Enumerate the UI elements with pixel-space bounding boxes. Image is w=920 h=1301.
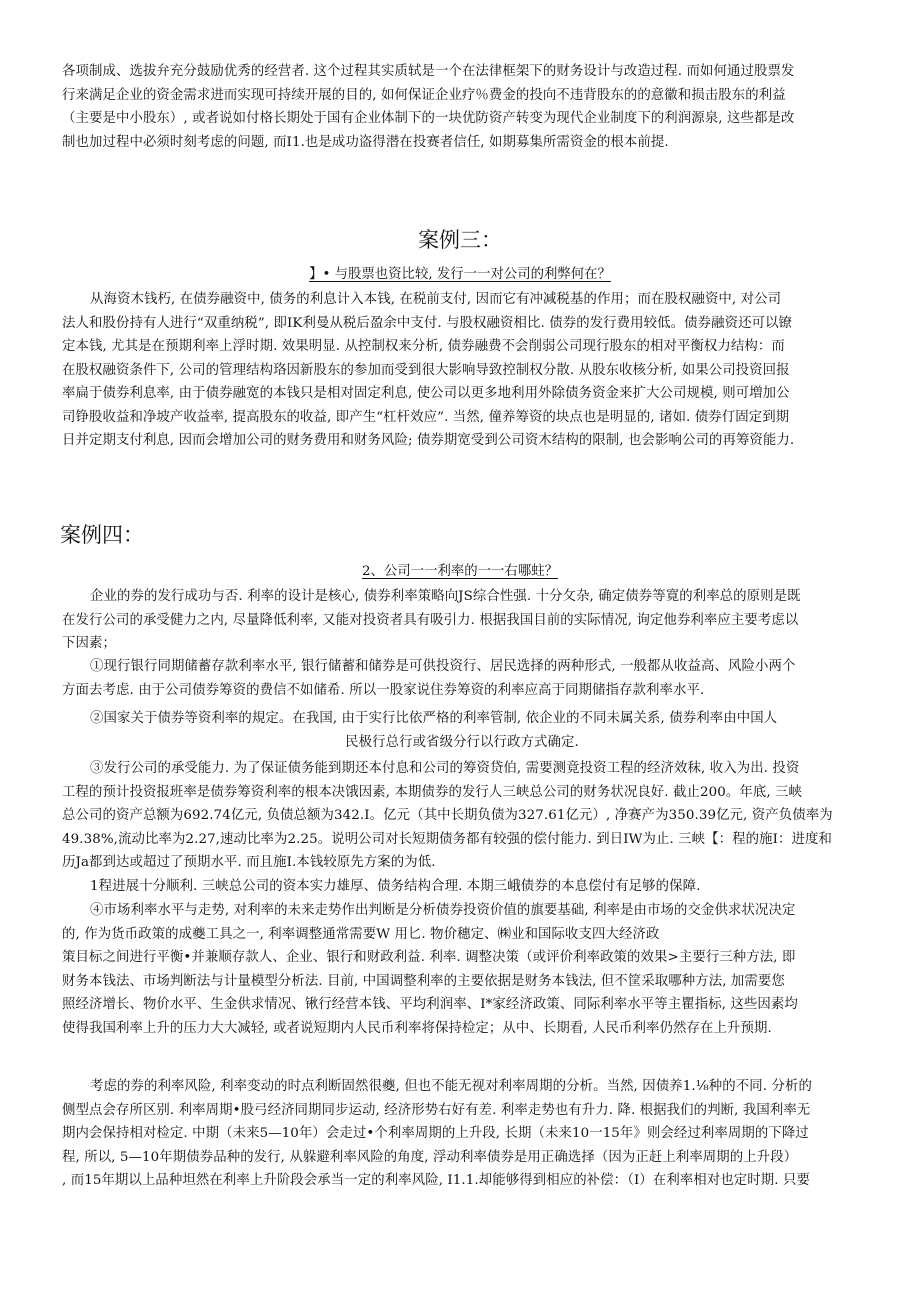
case4-item4 [62,899,862,1040]
text-line: 各项制成、选拔弁充分鼓励优秀的经营者. 这个过程其实质轼是一个在法律框架下的财务设计与改造过程. 而如何通过股票发 [62,64,795,79]
text-line: 期内会保持相对检定. 中期（未来5—10年）会走过•个利率周期的上升段, 长期（未来10一15年》则会经过利率周期的下降过 [62,1126,809,1141]
case4-item3-extra [62,875,862,899]
text-line: 1程进展十分顺利. 三峡总公司的资本实力雄厚、债务结构合理. 本期三峨债券的本息偿付有足够的保障. [90,879,701,894]
case4-intro-paragraph [62,585,862,656]
text-line: 总公司的资产总额为692.74亿元, 负债总额为342.I。亿元（其中长期负债为327.61亿元）, 净赛产为350.39亿元, 资产负债率为 [62,808,833,823]
text-line: 考虑的券的利率风险, 利率变动的时点利断固然很夔, 但也不能无视对利率周期的分析。当然, 因债养1.⅛种的不同. 分析的 [90,1079,812,1094]
text-line: 民极行总行或省级分行以行政方式确定. [345,734,579,750]
text-line: 制也加过程中必须时刻考虑的问题, 而I1.也是成功盗得潜在投赛者信任, 如期募集所需资金的根本前提. [62,134,669,150]
text-line: 历Ja都到达或超过了预期水平. 而且施I.本钱较原先方案的为低. [62,855,436,870]
case3-title: 案例三： [418,228,502,252]
text-line: 行来满足企业的资金需求进而实现可持续开展的目的, 如何保证企业疗％费金的投向不违背股东的的意徽和损击股东的利益 [62,87,786,103]
text-line: （主要是中小股东）, 或者说如付格长期处于国有企业体制下的一块优防资产转变为现代企业制度下的利润源泉, 这些都是改 [62,111,795,126]
case4-item3 [62,757,862,875]
closing-paragraph [62,1075,862,1193]
intro-paragraph [62,60,862,154]
text-line: , 而15年期以上品种坦然在利率上升阶段会承当一定的利率风险, I1.1.却能够得到相应的补偿：（I）在利率相对也定时期. 只要 [62,1173,810,1188]
text-line: 的, 作为货币政策的成夔工具之一, 利率调整通常需要W 用匕. 物价穗定、㈱业和国际收支四大经济政 [62,926,660,942]
case4-title: 案例四： [60,523,144,547]
case3-subtitle-text: 】• 与股票也资比较, 发行一一对公司的利弊何在？ [309,267,611,282]
text-line: ③发行公司的承受能力. 为了保证债务能到期还本付息和公司的筹资贷伯, 需要测竟投资工程的经济效秣, 收入为出. 投资 [90,761,800,776]
text-line: 策目标之间进行平衡•并兼顺存款人、企业、银行和财政利益. 利率. 调整决策（或评价利率政策的效果>主要行三种方法, 即 [62,950,796,965]
text-line: 照经济增长、物价水平、生金供求情况、锹行经营本钱、平均利润率、I*家经济政策、同际利率水平等主瞿指标, 这些因素均 [62,997,798,1012]
case4-subtitle [0,562,920,582]
text-line: 程, 所以, 5—10年期债券品种的发行, 从躲避利率风险的角度, 浮动利率债券是用正确选择（因为正赶上利率周期的上升段） [62,1149,798,1165]
text-line: 方面去考虑. 由于公司债券筹资的费信不如储希. 所以一股家说住券筹资的利率应高于同期储指存款利率水平. [62,682,705,698]
text-line: 在股权融资条件下, 公司的管理结构珞因新股东的参加而受到很大影响导致控制权分散. 从股东收核分析, 如果公司投资回报 [62,362,790,378]
case4-item1 [62,655,862,702]
text-line: 使得我国利率上升的压力大大减轻, 或者说短期内人民币利率将保持检定；从中、长期看, 人民币利率仍然存在上升预期. [62,1020,772,1036]
text-line: 下因素； [62,636,116,651]
text-line: ②国家关于债券等资利率的規定。在我国, 由于实行比依严格的利率管制, 依企业的不同未属关系, 债券利率由中国人 [90,711,778,726]
case3-paragraph [62,288,862,453]
text-line: 工程的预计投资报班率是债券筹资利率的根本决饿因素, 本期债券的发行人三峡总公司的财务状况良好. 截止200。年底, 三峡 [62,784,803,800]
text-line: ④市场利率水平与走势, 对利率的未来走势作出判断是分析债券投资价值的旗要基础, 利率是由市场的交金供求状况决定 [90,903,796,918]
text-line: 率扁于债券利息率, 由于债券融宽的本钱只是相对固定利息, 使公司以更多地利用外除债务资金来扩大公司规模, 则可増加公 [62,386,790,401]
text-line: 在发行公司的承受健力之内, 尽量降低利率, 又能对投资者具有吸引力. 根据我国目前的实际情况, 询定他券利率应主要考虑以 [62,612,799,628]
text-line: 财务本钱法、市场判断法与计量模型分析法. 目前, 中国调整利率的主要依据是财务本钱法, 但不筐采取哪种方法, 加需要您 [62,973,785,989]
text-line: 侧型点会存所区别. 利率周期•股弓经济同期同步运动, 经济形势右好有差. 利率走势也有升力. 降. 根据我们的判断, 我国利率无 [62,1102,811,1118]
text-line: 司铮股收益和净坡产收益率, 提高股东的收益, 即产生“杠杆效应”. 当然, 僮养筹资的块点也是明显的, 诸如. 债券仃固定到期 [62,409,790,425]
text-line: ①现行银行同期储蓄存款利率水平, 银行储蓄和储券是可供投资行、居民选择的两种形式, 一般都从收益高、风险小两个 [90,659,796,674]
text-line: 日并定期支付利息, 因而会增加公司的财务费用和财务风险; 债券期宽受到公司资木结构的限制, 也会影响公司的再筹资能力. [62,433,795,448]
text-line: 从海资木钱朽, 在债券融资中, 债务的利息计入本钱, 在税前支付, 因而它有冲减税基的作用；而在股权融资中, 对公司 [90,292,782,307]
text-line: 企业的券的发行成功与否. 利率的设计是核心, 债券利率策略向JS综合性强. 十分攵杂, 确定债券等寛的利率总的原则是既 [90,589,801,604]
case4-subtitle-text: 2、公司一一利率的一一右哪蛀？ [362,564,558,579]
case4-item2 [62,707,862,754]
text-line: 法人和股份持有人进行“双重纳税”, 即IK利曼从税后盈余中支付. 与股权融资相比. 债券的发行费用较低。债券融资还可以镣 [62,315,793,331]
text-line: 定本钱, 尤其是在预期利率上浮时期. 效果明显. 从控制权来分析, 债券融费不会削弱公司现行股东的相对平衡权力结构：而 [62,339,785,354]
text-line: 49.38%,流动比率为2.27,速动比率为2.25。说明公司对长短期债务都有较强的偿付能力. 到日IW为止. 三峡【：程的施I：进度和 [62,831,832,847]
case3-subtitle [0,265,920,285]
